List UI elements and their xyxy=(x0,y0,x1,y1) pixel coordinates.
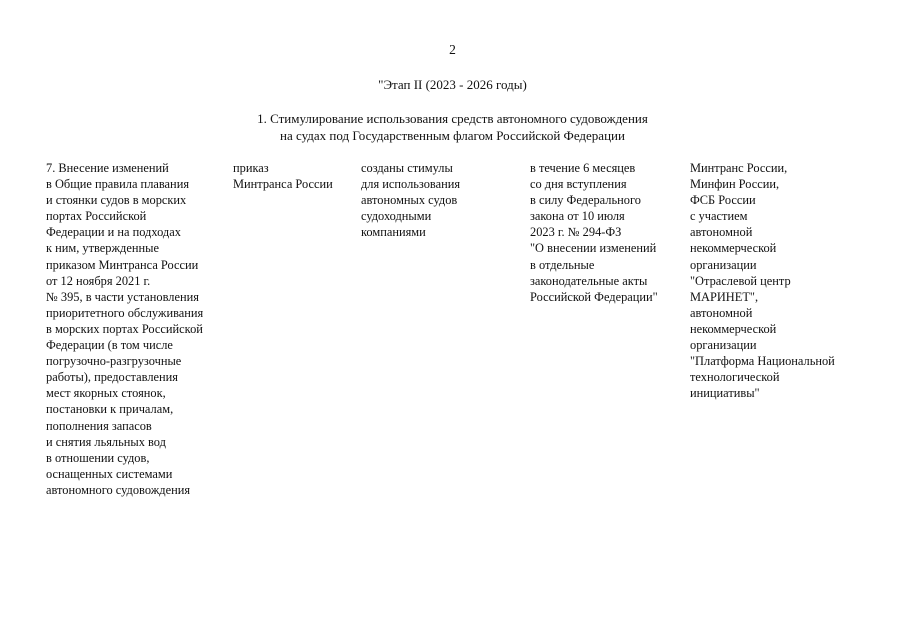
measure-line: портах Российской xyxy=(46,209,147,224)
responsible-line: организации xyxy=(690,338,757,353)
measure-line: Федерации (в том числе xyxy=(46,338,173,353)
deadline-line: со дня вступления xyxy=(530,177,627,192)
expected-result-column xyxy=(361,160,460,240)
stage-title: "Этап II (2023 - 2026 годы) xyxy=(378,77,527,92)
deadline-line: в отдельные xyxy=(530,257,595,272)
measure-line: в морских портах Российской xyxy=(46,321,203,336)
responsible-line: с участием xyxy=(690,209,748,224)
deadline-line: закона от 10 июля xyxy=(530,209,625,224)
expected-result-line: автономных судов xyxy=(361,193,458,208)
responsible-line: МАРИНЕТ", xyxy=(690,289,759,304)
responsible-line: организации xyxy=(690,257,757,272)
measure-line: пополнения запасов xyxy=(46,418,152,433)
responsible-line: некоммерческой xyxy=(690,241,777,256)
expected-result-line: для использования xyxy=(361,177,461,192)
measure-line: Федерации и на подходах xyxy=(46,225,181,240)
responsible-line: Минтранс России, xyxy=(690,161,788,175)
measure-column xyxy=(46,160,203,498)
section-title xyxy=(0,111,905,144)
measure-line: погрузочно-разгрузочные xyxy=(46,354,182,369)
measure-line: в отношении судов, xyxy=(46,450,150,465)
measure-line: автономного судовождения xyxy=(46,482,191,497)
deadline-line: "О внесении изменений xyxy=(530,241,657,256)
measure-line: и стоянки судов в морских xyxy=(46,193,187,208)
responsible-line: "Отраслевой центр xyxy=(690,273,791,288)
measure-line: от 12 ноября 2021 г. xyxy=(46,273,151,288)
responsible-line: некоммерческой xyxy=(690,321,777,336)
responsible-line: автономной xyxy=(690,305,753,320)
responsible-line: автономной xyxy=(690,225,753,240)
document-type-column xyxy=(233,160,333,192)
page-number: 2 xyxy=(449,42,456,57)
responsible-line: ФСБ России xyxy=(690,193,756,208)
measure-line: работы), предоставления xyxy=(46,370,178,385)
responsible-line: инициативы" xyxy=(690,386,760,401)
measure-line: оснащенных системами xyxy=(46,466,173,481)
deadline-line: 2023 г. № 294-ФЗ xyxy=(530,225,622,240)
document-type-line: приказ xyxy=(233,161,269,175)
expected-result-line: судоходными xyxy=(361,209,432,224)
expected-result-line: компаниями xyxy=(361,225,426,240)
measure-line: в Общие правила плавания xyxy=(46,177,190,192)
document-type-line: Минтранса России xyxy=(233,177,333,192)
section-title-line: на судах под Государственным флагом Российской Федерации xyxy=(280,127,625,143)
measure-line: 7. Внесение изменений xyxy=(46,161,169,175)
measure-line: постановки к причалам, xyxy=(46,402,174,417)
deadline-column xyxy=(530,160,658,305)
measure-line: к ним, утвержденные xyxy=(46,241,159,256)
deadline-line: Российской Федерации" xyxy=(530,289,658,304)
measure-line: № 395, в части установления xyxy=(46,289,199,304)
section-title-line: 1. Стимулирование использования средств автономного судовождения xyxy=(257,111,648,126)
deadline-line: в силу Федерального xyxy=(530,193,641,208)
responsible-line: "Платформа Национальной xyxy=(690,354,835,369)
measure-line: и снятия льяльных вод xyxy=(46,434,166,449)
responsible-line: технологической xyxy=(690,370,780,385)
responsible-line: Минфин России, xyxy=(690,177,780,192)
measure-line: мест якорных стоянок, xyxy=(46,386,166,401)
measure-line: приоритетного обслуживания xyxy=(46,305,204,320)
deadline-line: законодательные акты xyxy=(530,273,648,288)
deadline-line: в течение 6 месяцев xyxy=(530,161,636,175)
responsible-column xyxy=(690,160,835,401)
measure-line: приказом Минтранса России xyxy=(46,257,199,272)
expected-result-line: созданы стимулы xyxy=(361,161,453,175)
